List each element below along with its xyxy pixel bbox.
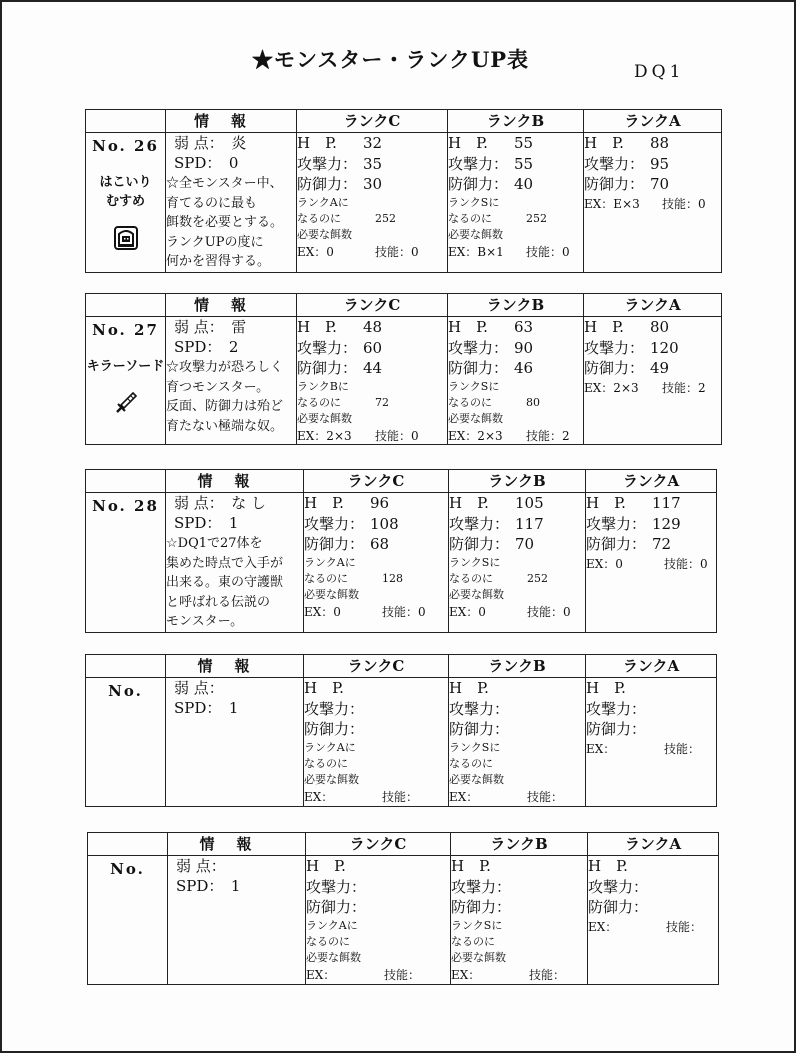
hp-stat: H P. xyxy=(449,679,489,697)
monster-description: ☆攻撃力が恐ろしく 育つモンスター。 反面、防御力は殆ど 育たない極端な奴。 xyxy=(166,360,284,434)
rank-a-header: ランクA xyxy=(586,655,717,678)
defense-stat: 防御力： xyxy=(451,898,512,916)
attack-stat: 攻撃力： 117 xyxy=(449,514,544,533)
sword-icon xyxy=(113,390,139,416)
next-rank-label: ランクSに xyxy=(449,740,501,754)
header-row xyxy=(86,294,722,317)
monster-id-cell xyxy=(88,856,168,985)
monster-number: No. 26 xyxy=(92,137,159,155)
speed: SPD： 0 xyxy=(174,154,239,172)
rank-a-cell xyxy=(588,856,719,985)
rank-b-header: ランクB xyxy=(451,833,588,856)
ex-skill-line: EX：2×3 技能：0 xyxy=(297,428,419,443)
ex-skill-line: EX：B×1 技能：0 xyxy=(448,244,570,259)
attack-stat: 攻撃力： xyxy=(588,877,649,896)
rank-c-header: ランクC xyxy=(297,294,448,317)
page-title: ★モンスター・ランクUP表 xyxy=(252,47,530,72)
monster-row xyxy=(88,856,719,985)
ex-skill-line: EX： 技能： xyxy=(304,789,419,804)
speed: SPD： 1 xyxy=(174,514,239,532)
next-rank-label: ランクSに xyxy=(448,195,500,209)
rank-b-header: ランクB xyxy=(449,470,586,493)
defense-stat: 防御力： 46 xyxy=(448,359,534,377)
attack-stat: 攻撃力： xyxy=(451,877,512,896)
attack-stat: 攻撃力： xyxy=(306,877,367,896)
defense-stat: 防御力： 70 xyxy=(584,175,670,193)
rank-b-cell xyxy=(449,678,586,807)
rank-a-cell xyxy=(584,133,722,273)
info-header: 情報 xyxy=(166,294,297,317)
next-rank-label: ランクSに xyxy=(451,918,503,932)
info-header: 情報 xyxy=(168,833,306,856)
monster-name: はこいり むすめ xyxy=(99,175,152,209)
defense-stat: 防御力： 30 xyxy=(297,175,383,193)
rank-b-header: ランクB xyxy=(448,110,584,133)
required-feed-label: 必要な餌数 xyxy=(297,411,352,425)
required-feed-label: 必要な餌数 xyxy=(304,587,359,601)
monster-info-cell xyxy=(168,856,306,985)
attack-stat: 攻撃力： 108 xyxy=(304,514,399,533)
blank-header xyxy=(86,110,166,133)
hp-stat: H P. xyxy=(586,679,626,697)
rank-a-header: ランクA xyxy=(584,294,722,317)
monster-number: No. 27 xyxy=(92,321,159,339)
hp-stat: H P. xyxy=(588,857,628,875)
header-row xyxy=(86,110,722,133)
defense-stat: 防御力： 70 xyxy=(449,535,535,553)
hp-stat: H P. 32 xyxy=(297,134,383,152)
monster-info-cell xyxy=(166,493,304,633)
defense-stat: 防御力： 72 xyxy=(586,535,672,553)
rank-a-header: ランクA xyxy=(584,110,722,133)
weakness: 弱 点： 炎 xyxy=(174,134,247,152)
rank-b-header: ランクB xyxy=(448,294,584,317)
ex-skill-line: EX： 技能： xyxy=(586,741,701,756)
rank-a-header: ランクA xyxy=(586,470,717,493)
required-feed-label: 必要な餌数 xyxy=(448,411,503,425)
rank-c-header: ランクC xyxy=(304,655,449,678)
weakness: 弱 点： な し xyxy=(174,494,267,512)
defense-stat: 防御力： xyxy=(449,720,510,738)
hp-stat: H P. xyxy=(451,857,491,875)
ex-skill-line: EX：0 技能：0 xyxy=(304,604,426,619)
next-rank-label: ランクAに xyxy=(306,918,358,932)
required-feed-label: 必要な餌数 xyxy=(306,950,361,964)
attack-stat: 攻撃力： xyxy=(304,699,365,718)
rank-c-cell xyxy=(304,493,449,633)
defense-stat: 防御力： 44 xyxy=(297,359,383,377)
hp-stat: H P. 117 xyxy=(586,494,681,512)
rank-c-header: ランクC xyxy=(306,833,451,856)
attack-stat: 攻撃力： 90 xyxy=(448,338,534,357)
feed-count-line: なるのに xyxy=(306,934,350,948)
ex-skill-line: EX：2×3 技能：2 xyxy=(448,428,570,443)
required-feed-label: 必要な餌数 xyxy=(297,227,352,241)
monster-rank-table xyxy=(85,469,717,633)
defense-stat: 防御力： xyxy=(586,720,647,738)
ex-skill-line: EX： 技能： xyxy=(306,967,421,982)
feed-count-line: なるのに xyxy=(451,934,495,948)
attack-stat: 攻撃力： 95 xyxy=(584,154,670,173)
attack-stat: 攻撃力： 55 xyxy=(448,154,534,173)
weakness: 弱 点： xyxy=(174,679,224,697)
next-rank-label: ランクAに xyxy=(297,195,349,209)
monster-rank-table xyxy=(87,832,719,985)
ex-skill-line: EX：0 技能：0 xyxy=(586,556,708,571)
rank-c-header: ランクC xyxy=(297,110,448,133)
monster-description: ☆DQ1で27体を 集めた時点で入手が 出来る。東の守護獣 と呼ばれる伝説の モンスター。 xyxy=(166,536,284,629)
monster-info-cell xyxy=(166,317,297,445)
rank-c-cell xyxy=(297,133,448,273)
ex-skill-line: EX：E×3 技能：0 xyxy=(584,196,706,211)
rank-c-cell xyxy=(304,678,449,807)
hp-stat: H P. 105 xyxy=(449,494,544,512)
blank-header xyxy=(86,655,166,678)
feed-count-line: なるのに 72 xyxy=(297,395,389,409)
rank-b-cell xyxy=(448,133,584,273)
monster-number: No. xyxy=(108,682,143,700)
required-feed-label: 必要な餌数 xyxy=(449,772,504,786)
monster-row xyxy=(86,133,722,273)
defense-stat: 防御力： xyxy=(304,720,365,738)
feed-count-line: なるのに 252 xyxy=(297,211,396,225)
monster-id-cell xyxy=(86,678,166,807)
defense-stat: 防御力： 49 xyxy=(584,359,670,377)
ex-skill-line: EX： 技能： xyxy=(449,789,564,804)
rank-c-header: ランクC xyxy=(304,470,449,493)
ex-skill-line: EX：0 技能：0 xyxy=(297,244,419,259)
weakness: 弱 点： 雷 xyxy=(174,318,247,336)
feed-count-line: なるのに xyxy=(449,756,493,770)
ex-skill-line: EX：0 技能：0 xyxy=(449,604,571,619)
attack-stat: 攻撃力： 60 xyxy=(297,338,383,357)
defense-stat: 防御力： 68 xyxy=(304,535,390,553)
blank-header xyxy=(88,833,168,856)
monster-description: ☆全モンスター中、 育てるのに最も 餌数を必要とする。 ランクUPの度に 何かを習得する。 xyxy=(166,176,284,269)
next-rank-label: ランクBに xyxy=(297,379,349,393)
monster-row xyxy=(86,678,717,807)
attack-stat: 攻撃力： xyxy=(449,699,510,718)
speed: SPD： 1 xyxy=(176,877,241,895)
weakness: 弱 点： xyxy=(176,857,226,875)
hp-stat: H P. 55 xyxy=(448,134,534,152)
rank-b-header: ランクB xyxy=(449,655,586,678)
monster-row xyxy=(86,317,722,445)
next-rank-label: ランクSに xyxy=(448,379,500,393)
monster-rank-table xyxy=(85,293,722,445)
ex-skill-line: EX： 技能： xyxy=(588,919,703,934)
rank-b-cell xyxy=(449,493,586,633)
monster-rank-table xyxy=(85,109,722,273)
monster-info-cell xyxy=(166,133,297,273)
box-girl-icon xyxy=(113,225,139,251)
monster-name: キラーソード xyxy=(86,359,165,374)
monster-id-cell xyxy=(86,493,166,633)
attack-stat: 攻撃力： 120 xyxy=(584,338,679,357)
hp-stat: H P. xyxy=(304,679,344,697)
blank-header xyxy=(86,470,166,493)
feed-count-line: なるのに 128 xyxy=(304,571,403,585)
info-header: 情報 xyxy=(166,110,297,133)
defense-stat: 防御力： xyxy=(588,898,649,916)
info-header: 情報 xyxy=(166,655,304,678)
required-feed-label: 必要な餌数 xyxy=(448,227,503,241)
next-rank-label: ランクAに xyxy=(304,740,356,754)
rank-c-cell xyxy=(306,856,451,985)
rank-a-cell xyxy=(586,493,717,633)
hp-stat: H P. 48 xyxy=(297,318,383,336)
required-feed-label: 必要な餌数 xyxy=(449,587,504,601)
next-rank-label: ランクAに xyxy=(304,555,356,569)
blank-header xyxy=(86,294,166,317)
ex-skill-line: EX：2×3 技能：2 xyxy=(584,380,706,395)
monster-id-cell xyxy=(86,317,166,445)
game-code: DQ1 xyxy=(634,62,685,82)
rank-a-header: ランクA xyxy=(588,833,719,856)
ex-skill-line: EX： 技能： xyxy=(451,967,566,982)
header-row xyxy=(86,470,717,493)
speed: SPD： 1 xyxy=(174,699,239,717)
rank-a-cell xyxy=(586,678,717,807)
header-row xyxy=(86,655,717,678)
defense-stat: 防御力： xyxy=(306,898,367,916)
next-rank-label: ランクSに xyxy=(449,555,501,569)
required-feed-label: 必要な餌数 xyxy=(304,772,359,786)
speed: SPD： 2 xyxy=(174,338,239,356)
monster-rank-table xyxy=(85,654,717,807)
feed-count-line: なるのに 252 xyxy=(448,211,547,225)
attack-stat: 攻撃力： xyxy=(586,699,647,718)
rank-b-cell xyxy=(451,856,588,985)
hp-stat: H P. 96 xyxy=(304,494,390,512)
monster-number: No. 28 xyxy=(92,497,159,515)
hp-stat: H P. 80 xyxy=(584,318,670,336)
rank-a-cell xyxy=(584,317,722,445)
feed-count-line: なるのに 252 xyxy=(449,571,548,585)
monster-row xyxy=(86,493,717,633)
feed-count-line: なるのに xyxy=(304,756,348,770)
feed-count-line: なるのに 80 xyxy=(448,395,540,409)
hp-stat: H P. 88 xyxy=(584,134,670,152)
attack-stat: 攻撃力： 129 xyxy=(586,514,681,533)
monster-id-cell xyxy=(86,133,166,273)
hp-stat: H P. xyxy=(306,857,346,875)
header-row xyxy=(88,833,719,856)
monster-number: No. xyxy=(110,860,145,878)
hp-stat: H P. 63 xyxy=(448,318,534,336)
monster-info-cell xyxy=(166,678,304,807)
attack-stat: 攻撃力： 35 xyxy=(297,154,383,173)
required-feed-label: 必要な餌数 xyxy=(451,950,506,964)
rank-b-cell xyxy=(448,317,584,445)
rank-c-cell xyxy=(297,317,448,445)
defense-stat: 防御力： 40 xyxy=(448,175,534,193)
info-header: 情報 xyxy=(166,470,304,493)
